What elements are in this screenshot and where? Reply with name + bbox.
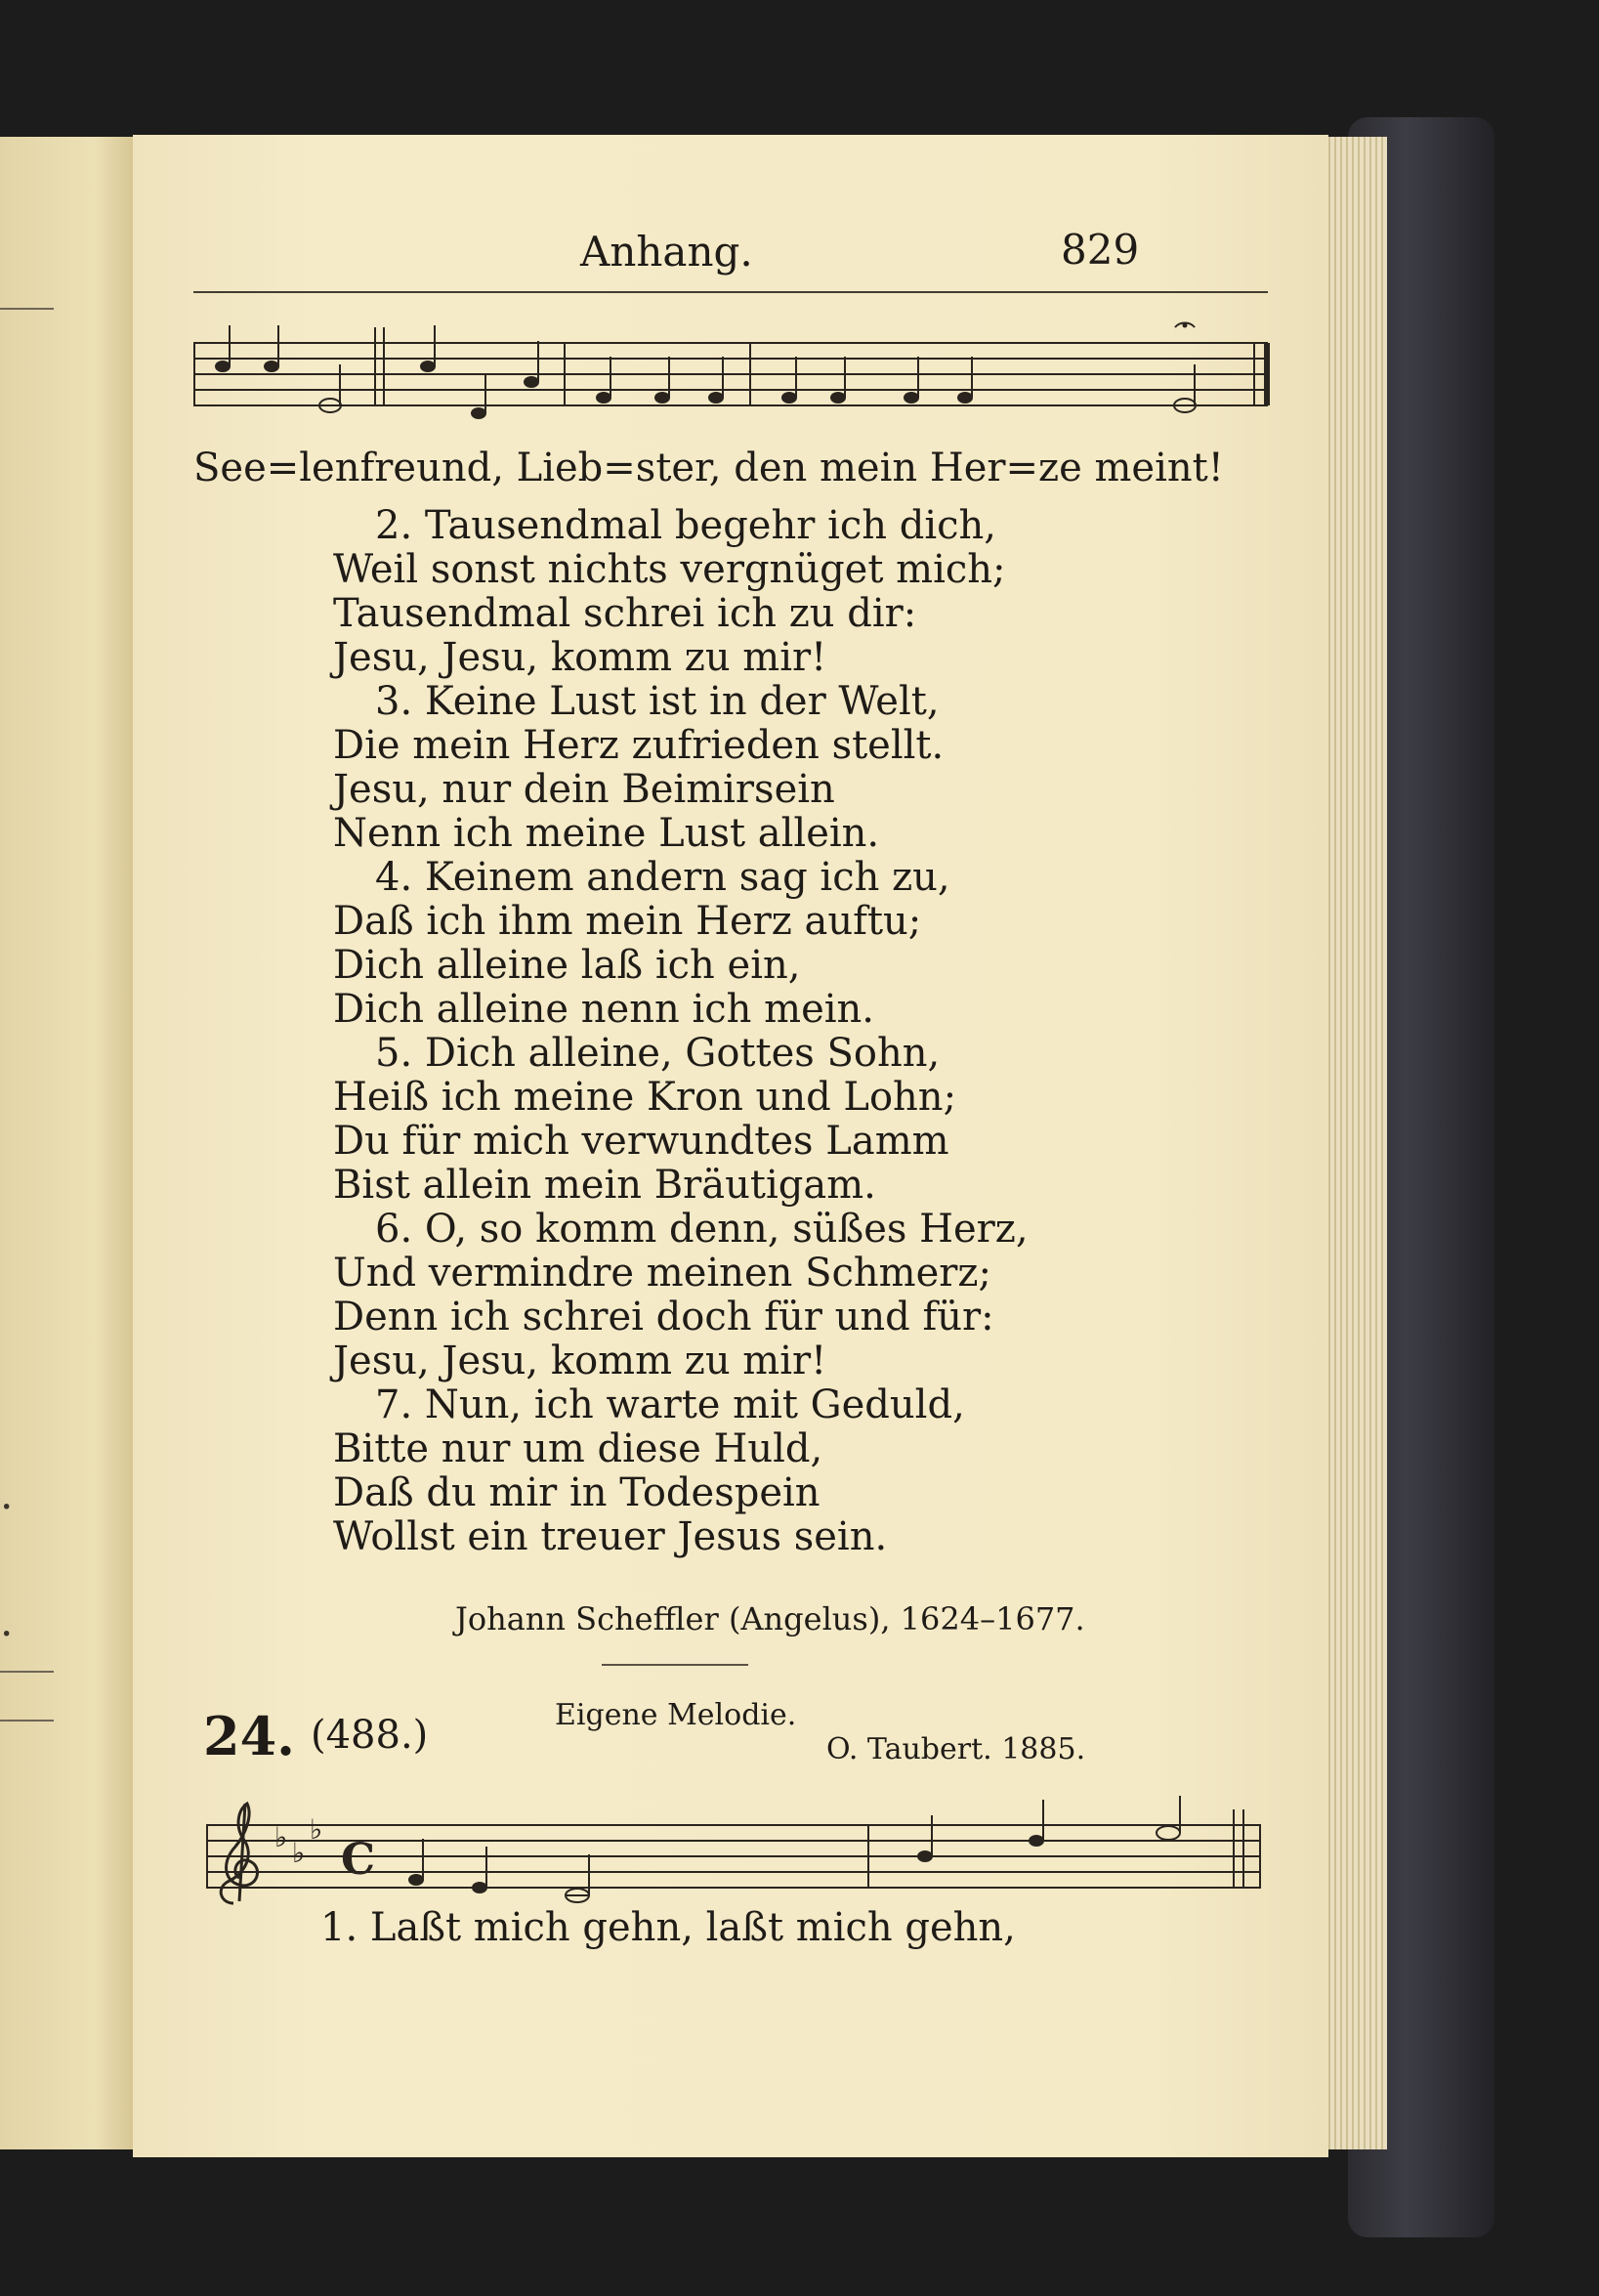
first-lyric-line: 1. Laßt mich gehn, laßt mich gehn, (320, 1905, 1016, 1950)
music-staff-bottom (206, 1796, 1281, 1913)
verse-line: Denn ich schrei doch für und für: (333, 1295, 994, 1339)
verse-line: Heiß ich meine Kron und Lohn; (333, 1075, 957, 1120)
page-edges (1319, 137, 1387, 2149)
verse-line: 7. Nun, ich warte mit Geduld, (375, 1382, 965, 1427)
verse-line: 3. Keine Lust ist in der Welt, (375, 679, 940, 724)
verse-line: Nenn ich meine Lust allein. (333, 811, 880, 856)
lyric-line: See=lenfreund, Lieb=ster, den mein Her=ze meint! (193, 446, 1224, 490)
verse-line: Bitte nur um diese Huld, (333, 1426, 823, 1471)
verse-line: Daß du mir in Todespein (333, 1470, 821, 1515)
hymn-reference: (488.) (311, 1713, 429, 1758)
svg-text:♭: ♭ (292, 1837, 306, 1869)
verse-line: Weil sonst nichts vergnüget mich; (333, 547, 1006, 592)
composer: O. Taubert. 1885. (826, 1732, 1086, 1766)
verse-line: Du für mich verwundtes Lamm (333, 1119, 949, 1164)
hymn-number: 24. (203, 1705, 295, 1767)
page-header-title: Anhang. (580, 228, 753, 276)
verse-line: Jesu, nur dein Beimirsein (333, 767, 835, 812)
verse-line: 4. Keinem andern sag ich zu, (375, 855, 950, 900)
hymn-author: Johann Scheffler (Angelus), 1624–1677. (455, 1600, 1085, 1637)
verse-line: Jesu, Jesu, komm zu mir! (333, 635, 827, 680)
verse-line: Dich alleine nenn ich mein. (333, 987, 875, 1032)
page-number: 829 (1061, 226, 1140, 274)
svg-text:♭: ♭ (274, 1821, 288, 1853)
verse-line: 5. Dich alleine, Gottes Sohn, (375, 1031, 941, 1076)
verse-line: Jesu, Jesu, komm zu mir! (333, 1339, 827, 1383)
verse-line: Bist allein mein Bräutigam. (333, 1163, 876, 1208)
verse-line: Und vermindre meinen Schmerz; (333, 1251, 991, 1296)
verse-line: 6. O, so komm denn, süßes Herz, (375, 1207, 1029, 1252)
section-divider (602, 1664, 748, 1666)
left-page-edge: . . (0, 137, 135, 2149)
svg-text:♭: ♭ (310, 1813, 323, 1846)
verse-line: 2. Tausendmal begehr ich dich, (375, 503, 997, 548)
music-staff-top (193, 316, 1273, 433)
verse-line: Wollst ein treuer Jesus sein. (333, 1514, 888, 1559)
book-page (133, 135, 1328, 2157)
svg-text:C: C (341, 1835, 376, 1885)
verse-line: Tausendmal schrei ich zu dir: (333, 591, 917, 636)
verse-line: Die mein Herz zufrieden stellt. (333, 723, 945, 768)
melody-label: Eigene Melodie. (555, 1698, 797, 1732)
header-rule (193, 291, 1268, 293)
verse-line: Daß ich ihm mein Herz auftu; (333, 899, 922, 944)
verse-line: Dich alleine laß ich ein, (333, 943, 801, 988)
